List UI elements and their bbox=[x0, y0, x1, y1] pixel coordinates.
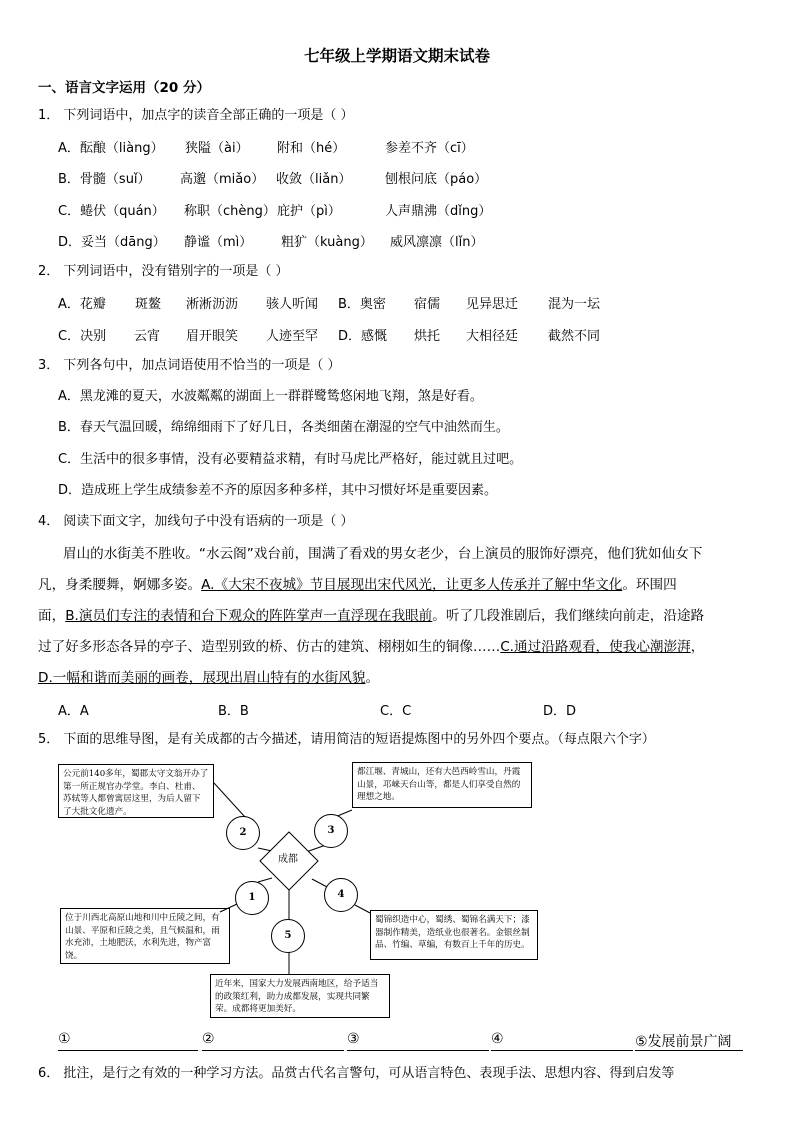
answer-blank-1[interactable]: ① bbox=[58, 1031, 198, 1051]
page-title: 七年级上学期语文期末试卷 bbox=[303, 47, 490, 65]
underlined-sentence-a: A.《大宋不夜城》节目展现出宋代风光，让更多人传承并了解中华文化 bbox=[201, 577, 623, 593]
question-6-stem: 6． 批注，是行之有效的一种学习方法。品赏古代名言警句，可从语言特色、表现手法、思想内容、得到启发等 bbox=[38, 1066, 675, 1081]
mind-map-node-1: 1 bbox=[235, 881, 269, 915]
question-5-stem: 5． 下面的思维导图，是有关成都的古今描述，请用简洁的短语提炼图中的另外四个要点。（每点限六个字） bbox=[38, 732, 655, 747]
question-3-option-b: B．春天气温回暖，绵绵细雨下了好几日，各类细菌在潮湿的空气中油然而生。 bbox=[58, 420, 509, 435]
passage-line-5: D.一幅和谐而美丽的画卷，展现出眉山特有的水街风貌。 bbox=[38, 670, 380, 686]
question-3-option-d: D．造成班上学生成绩参差不齐的原因多种多样，其中习惯好坏是重要因素。 bbox=[58, 483, 498, 498]
mind-map-box-top-left: 公元前140多年，蜀郡太守文翁开办了第一所正规官办学堂。李白、杜甫、苏轼等人都曾寓居这里，为后人留下了大批文化遗产。 bbox=[58, 764, 214, 818]
underlined-sentence-c: C.通过沿路观看，使我心潮澎湃 bbox=[500, 639, 691, 655]
mind-map-box-bottom-left: 位于川西北高原山地和川中丘陵之间，有山景、平原和丘陵之美，且气候温和，雨水充沛，土地肥沃，水利先进，物产富饶。 bbox=[60, 908, 230, 964]
passage-line-1: 眉山的水街美不胜收。“水云阁”戏台前，围满了看戏的男女老少，台上演员的服饰好漂亮，他们犹如仙女下 bbox=[63, 546, 703, 562]
passage-line-3: 面，B.演员们专注的表情和台下观众的阵阵掌声一直浮现在我眼前。听了几段淮剧后，我们继续向前走，沿途路 bbox=[38, 608, 705, 624]
section-heading: 一、语言文字运用（20 分） bbox=[38, 80, 210, 96]
question-4-stem: 4． 阅读下面文字，加线句子中没有语病的一项是（ ） bbox=[38, 514, 354, 529]
question-2-stem: 2． 下列词语中，没有错别字的一项是（ ） bbox=[38, 264, 289, 279]
mind-map-box-bottom: 近年来，国家大力发展西南地区，给予适当的政策红利，助力成都发展，实现共同繁荣。成都将更加美好。 bbox=[210, 974, 390, 1018]
question-3-option-c: C．生活中的很多事情，没有必要精益求精，有时马虎比严格好，能过就且过吧。 bbox=[58, 452, 523, 467]
question-3-option-a: A．黑龙滩的夏天，水波粼粼的湖面上一群群鹭鸶悠闲地飞翔，煞是好看。 bbox=[58, 389, 483, 404]
underlined-sentence-d: D.一幅和谐而美丽的画卷，展现出眉山特有的水街风貌 bbox=[38, 670, 366, 686]
answer-blank-3[interactable]: ③ bbox=[347, 1031, 489, 1051]
mind-map-box-top-right: 都江堰、青城山，还有大邑西岭雪山，丹霞山景，邛崃天台山等，都是人们享受自然的理想之地。 bbox=[352, 762, 532, 808]
answer-blank-4[interactable]: ④ bbox=[491, 1031, 633, 1051]
mind-map-node-4: 4 bbox=[324, 878, 358, 912]
mind-map-node-2: 2 bbox=[226, 816, 260, 850]
mind-map-node-3: 3 bbox=[314, 814, 348, 848]
passage-line-4: 过了好多形态各异的亭子、造型别致的桥、仿古的建筑、栩栩如生的铜像……C.通过沿路观看，使我心潮澎湃， bbox=[38, 639, 705, 655]
question-3-stem: 3． 下列各句中，加点词语使用不恰当的一项是（ ） bbox=[38, 358, 341, 373]
answer-blank-5[interactable]: ⑤发展前景广阔 bbox=[635, 1031, 743, 1051]
mind-map-node-5: 5 bbox=[271, 919, 305, 953]
question-1-stem: 1． 下列词语中，加点字的读音全部正确的一项是（ ） bbox=[38, 108, 354, 123]
center-node-label: 成都 bbox=[278, 854, 298, 865]
mind-map-box-bottom-right: 蜀锦织造中心，蜀绣、蜀锦名满天下；漆器制作精美，造纸业也很著名。金银丝制品、竹编、草编，有数百上千年的历史。 bbox=[370, 910, 538, 960]
passage-line-2: 凡，身柔腰舞，婀娜多姿。A.《大宋不夜城》节目展现出宋代风光，让更多人传承并了解中华文化。环围四 bbox=[38, 577, 677, 593]
underlined-sentence-b: B.演员们专注的表情和台下观众的阵阵掌声一直浮现在我眼前 bbox=[65, 608, 433, 624]
answer-blank-2[interactable]: ② bbox=[202, 1031, 344, 1051]
